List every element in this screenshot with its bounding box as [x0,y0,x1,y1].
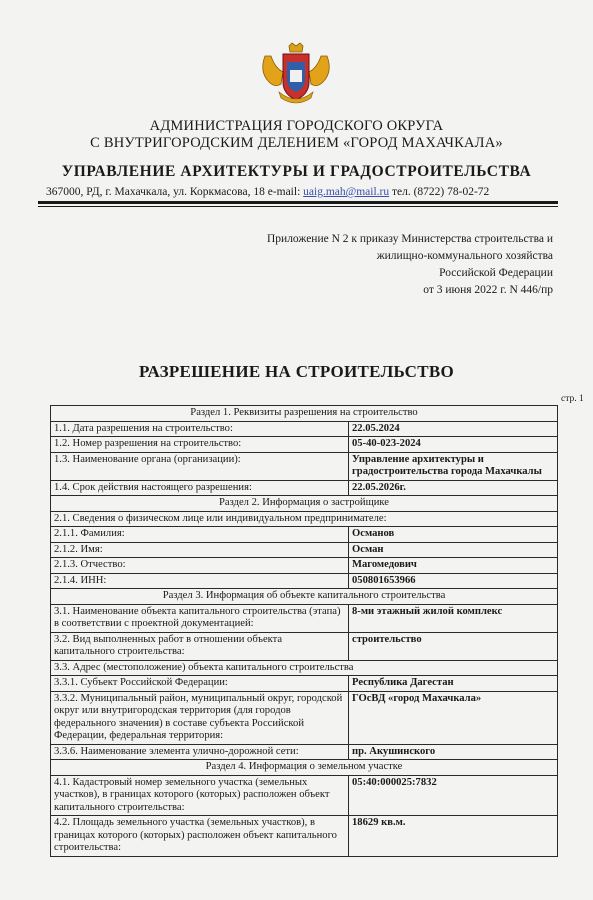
field-value: 18629 кв.м. [349,816,558,857]
header-rule-thin [38,206,558,207]
field-label: 2.1.4. ИНН: [51,573,349,589]
table-row [51,558,558,574]
page-number: стр. 1 [561,394,584,404]
field-value: 22.05.2026г. [349,480,558,496]
field-label: 1.3. Наименование органа (организации): [51,452,349,480]
administration-heading-line2: С ВНУТРИГОРОДСКИМ ДЕЛЕНИЕМ «ГОРОД МАХАЧКАЛА» [90,135,503,151]
section-header: Раздел 1. Реквизиты разрешения на строительство [51,406,558,422]
field-label: 2.1. Сведения о физическом лице или индивидуальном предпринимателе: [51,511,558,527]
table-row [51,589,558,605]
table-row [51,775,558,816]
table-row [51,527,558,543]
table-row [51,691,558,744]
phone-number: тел. (8722) 78-02-72 [389,186,490,198]
table-row [51,406,558,422]
field-value: Магомедович [349,558,558,574]
field-value: пр. Акушинского [349,744,558,760]
table-row [51,421,558,437]
field-label: 3.1. Наименование объекта капитального строительства (этапа) в соответствии с проектной документацией: [51,604,349,632]
appendix-line: Российской Федерации [439,267,553,279]
table-row [51,452,558,480]
field-label: 3.3. Адрес (местоположение) объекта капитального строительства [51,660,558,676]
contact-line [46,186,489,198]
field-label: 1.2. Номер разрешения на строительство: [51,437,349,453]
postal-address: 367000, РД, г. Махачкала, ул. Коркмасова, 18 e-mail: [46,186,304,198]
table-row [51,437,558,453]
table-row [51,676,558,692]
field-label: 2.1.2. Имя: [51,542,349,558]
table-row [51,511,558,527]
field-label: 3.3.2. Муниципальный район, муниципальный округ, городской округ или внутригородская территория (для городов федерального значения) в составе субъекта Российской Федерации, федеральная территория: [51,691,349,744]
appendix-line: Приложение N 2 к приказу Министерства строительства и [266,233,553,245]
email-link[interactable]: uaig.mah@mail.ru [303,186,390,198]
table-row [51,660,558,676]
field-value: ГОсВД «город Махачкала» [349,691,558,744]
field-value: 05-40-023-2024 [349,437,558,453]
field-label: 3.3.1. Субъект Российской Федерации: [51,676,349,692]
field-value: Осман [349,542,558,558]
table-row [51,480,558,496]
field-label: 4.2. Площадь земельного участка (земельных участков), в границах которого (которых) расположен объект капитального строительства: [51,816,349,857]
table-row [51,816,558,857]
field-value: Османов [349,527,558,543]
field-label: 3.3.6. Наименование элемента улично-дорожной сети: [51,744,349,760]
field-label: 2.1.1. Фамилия: [51,527,349,543]
administration-heading-line1: АДМИНИСТРАЦИЯ ГОРОДСКОГО ОКРУГА [149,118,444,134]
department-heading: УПРАВЛЕНИЕ АРХИТЕКТУРЫ И ГРАДОСТРОИТЕЛЬСТВА [61,163,532,180]
field-value: 050801653966 [349,573,558,589]
section-header: Раздел 3. Информация об объекте капитального строительства [51,589,558,605]
appendix-note [223,231,553,299]
table-row [51,760,558,776]
field-value: 8-ми этажный жилой комплекс [349,604,558,632]
field-label: 4.1. Кадастровый номер земельного участка (земельных участков), в границах которого (которых) расположен объект капитального строительства: [51,775,349,816]
table-row [51,744,558,760]
permit-table [50,405,558,857]
table-row [51,573,558,589]
section-header: Раздел 2. Информация о застройщике [51,496,558,512]
field-value: 05:40:000025:7832 [349,775,558,816]
table-row [51,542,558,558]
field-label: 3.2. Вид выполненных работ в отношении объекта капитального строительства: [51,632,349,660]
table-row [51,632,558,660]
header-rule-thick [38,201,558,204]
appendix-line: от 3 июня 2022 г. N 446/пр [423,284,553,296]
appendix-line: жилищно-коммунального хозяйства [376,250,553,262]
field-label: 2.1.3. Отчество: [51,558,349,574]
city-coat-of-arms-icon [259,42,333,106]
field-value: 22.05.2024 [349,421,558,437]
field-value: Республика Дагестан [349,676,558,692]
field-value: Управление архитектуры и градостроительства города Махачкалы [349,452,558,480]
section-header: Раздел 4. Информация о земельном участке [51,760,558,776]
document-title: РАЗРЕШЕНИЕ НА СТРОИТЕЛЬСТВО [138,362,455,381]
table-row [51,604,558,632]
field-label: 1.1. Дата разрешения на строительство: [51,421,349,437]
table-row [51,496,558,512]
field-value: строительство [349,632,558,660]
field-label: 1.4. Срок действия настоящего разрешения: [51,480,349,496]
